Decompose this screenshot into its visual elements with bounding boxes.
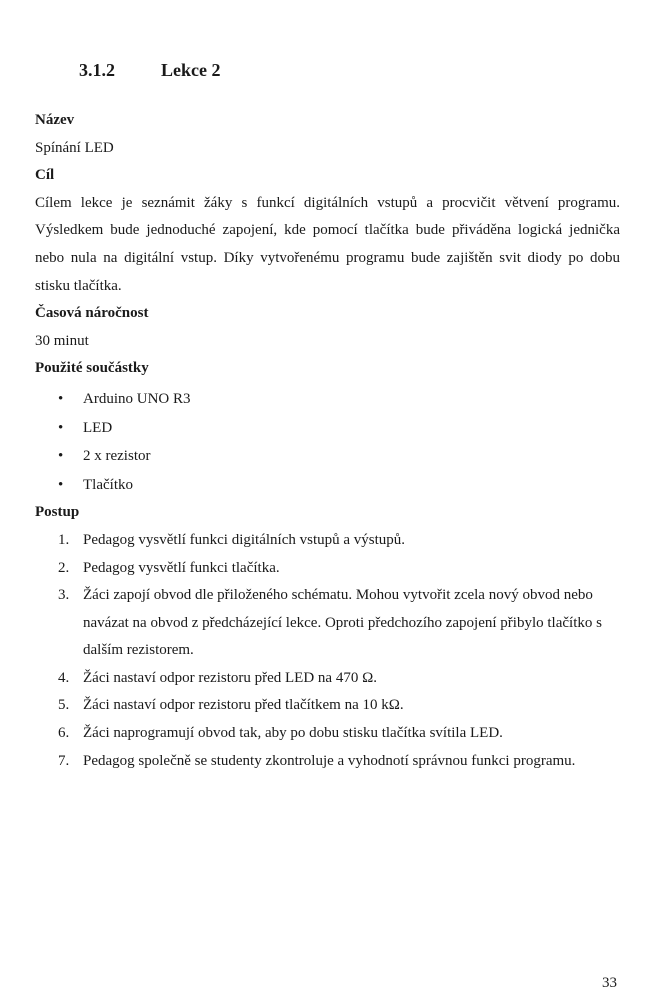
list-item	[35, 414, 620, 443]
list-item	[35, 385, 620, 414]
bullet-icon: •	[58, 448, 64, 465]
section-title: Lekce 2	[161, 60, 221, 80]
step-text: Pedagog vysvětlí funkci digitálních vstupů a výstupů.	[83, 531, 406, 548]
part-label: LED	[83, 419, 113, 436]
step-text: Pedagog společně se studenty zkontroluje a vyhodnotí správnou funkci programu.	[83, 752, 576, 769]
list-item	[35, 442, 620, 471]
section-heading	[79, 60, 220, 81]
postup-label: Postup	[35, 504, 80, 521]
step-number: 7.	[58, 752, 70, 769]
casova-narocnost-label: Časová náročnost	[35, 305, 149, 322]
step-text: Žáci zapojí obvod dle přiloženého schématu. Mohou vytvořit zcela nový obvod nebo navázat na obvod z předcházející lekce. Oproti předchozího zapojení přibylo tlačítko s dalším rezistorem.	[83, 587, 602, 659]
step-text: Žáci naprogramují obvod tak, aby po dobu stisku tlačítka svítila LED.	[83, 725, 503, 742]
list-item	[35, 527, 620, 555]
page-number: 33	[602, 975, 617, 991]
list-item	[35, 748, 620, 776]
section-number: 3.1.2	[79, 60, 115, 80]
cil-label: Cíl	[35, 167, 55, 184]
list-item	[35, 555, 620, 583]
step-number: 2.	[58, 559, 70, 576]
bullet-icon: •	[58, 476, 64, 493]
nazev-label: Název	[35, 112, 75, 128]
step-text: Žáci nastaví odpor rezistoru před tlačítkem na 10 kΩ.	[83, 697, 404, 714]
step-text: Pedagog vysvětlí funkci tlačítka.	[83, 559, 280, 576]
list-item	[35, 471, 620, 500]
soucastky-label: Použité součástky	[35, 360, 149, 377]
list-item	[35, 692, 620, 720]
step-number: 5.	[58, 697, 70, 714]
list-item	[35, 582, 620, 665]
step-text: Žáci nastaví odpor rezistoru před LED na 470 Ω.	[83, 669, 377, 686]
step-number: 3.	[58, 587, 70, 604]
bullet-icon: •	[58, 419, 64, 436]
step-number: 4.	[58, 669, 70, 686]
cil-text: Cílem lekce je seznámit žáky s funkcí digitálních vstupů a procvičit větvení programu. Výsledkem bude jednoduché zapojení, kde pomocí tlačítka bude přiváděna logická jednička nebo nula na digitální vstup. Díky vytvořenému programu bude zajištěn svit diody po dobu stisku tlačítka.	[35, 194, 620, 294]
part-label: Arduino UNO R3	[83, 390, 191, 407]
casova-narocnost-value: 30 minut	[35, 332, 89, 349]
steps-list	[35, 527, 620, 775]
lesson-content	[35, 107, 620, 775]
list-item	[35, 720, 620, 748]
step-number: 6.	[58, 725, 70, 742]
part-label: 2 x rezistor	[83, 448, 151, 465]
part-label: Tlačítko	[83, 476, 133, 493]
step-number: 1.	[58, 531, 70, 548]
nazev-value: Spínání LED	[35, 139, 114, 156]
parts-list	[35, 385, 620, 499]
bullet-icon: •	[58, 390, 64, 407]
list-item	[35, 665, 620, 693]
